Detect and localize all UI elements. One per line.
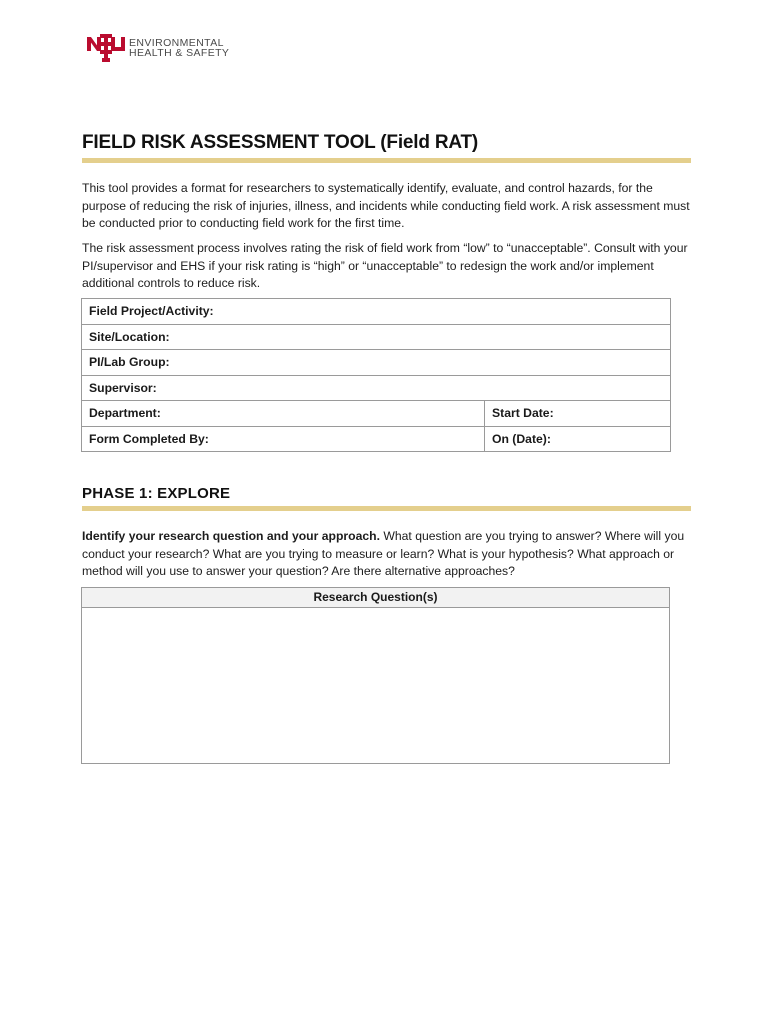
ehs-header-logo: [87, 34, 229, 62]
site-location-cell[interactable]: Site/Location:: [82, 324, 671, 350]
research-questions-box: [81, 587, 670, 764]
project-info-table: [81, 298, 671, 452]
table-row: [82, 401, 671, 427]
table-row: [82, 375, 671, 401]
supervisor-cell[interactable]: Supervisor:: [82, 375, 671, 401]
department-cell[interactable]: Department:: [82, 401, 485, 427]
field-project-cell[interactable]: Field Project/Activity:: [82, 299, 671, 325]
unm-logo-icon: [87, 34, 125, 62]
logo-line-1: ENVIRONMENTAL: [129, 36, 224, 49]
logo-text: [129, 38, 229, 59]
research-questions-field[interactable]: [82, 608, 669, 764]
phase-1-text: What question are you trying to answer? Where will you conduct your research? What are you trying to measure or learn? What is your hypothesis? What approach or method will you use to answer your question? Are there alternative approaches?: [82, 529, 685, 578]
title-divider: [82, 158, 691, 163]
phase-1-divider: [82, 506, 691, 511]
phase-1-instructions: [82, 528, 690, 581]
table-row: [82, 324, 671, 350]
on-date-cell[interactable]: On (Date):: [485, 426, 671, 452]
intro-paragraph-2: The risk assessment process involves rating the risk of field work from “low” to “unacceptable”. Consult with your PI/supervisor and EHS if your risk rating is “high” or “unacceptable” to redesign the work and/or implement additional controls to reduce risk.: [82, 241, 688, 290]
intro-paragraph-1: This tool provides a format for researchers to systematically identify, evaluate, and control hazards, for the purpose of reducing the risk of injuries, illness, and incidents while conducting field work. A risk assessment must be conducted prior to conducting field work for the first time.: [82, 181, 690, 230]
phase-1-lead: Identify your research question and your approach.: [82, 529, 380, 543]
table-row: [82, 350, 671, 376]
table-row: [82, 426, 671, 452]
pi-lab-group-cell[interactable]: PI/Lab Group:: [82, 350, 671, 376]
logo-line-2: HEALTH & SAFETY: [129, 47, 230, 59]
start-date-cell[interactable]: Start Date:: [485, 401, 671, 427]
table-row: [82, 299, 671, 325]
form-completed-by-cell[interactable]: Form Completed By:: [82, 426, 485, 452]
phase-1-title: PHASE 1: EXPLORE: [82, 485, 231, 502]
document-title: FIELD RISK ASSESSMENT TOOL (Field RAT): [82, 132, 478, 153]
research-questions-header: Research Question(s): [82, 588, 669, 608]
